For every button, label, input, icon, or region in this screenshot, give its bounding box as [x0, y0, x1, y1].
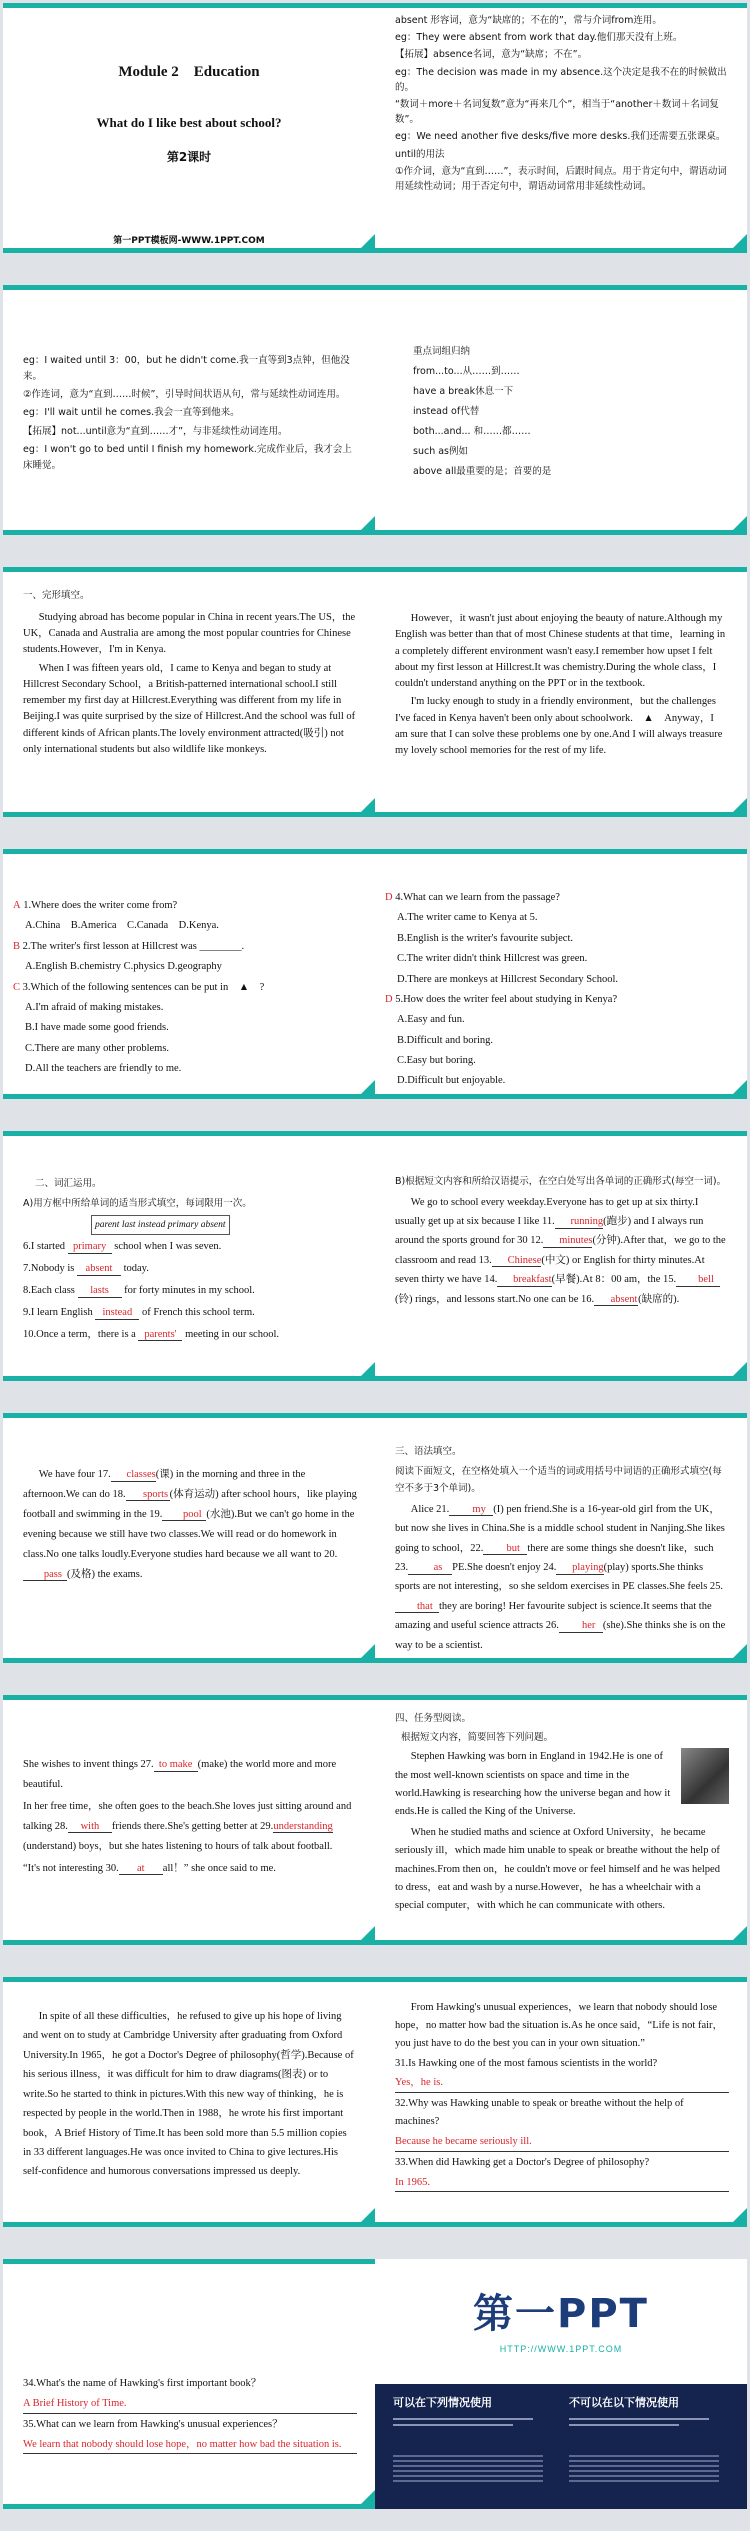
grammar-body [395, 1443, 729, 1657]
note-line: absent 形容词，意为“缺席的；不在的”，常与介词from连用。 [395, 15, 662, 26]
slide-task-questions-34-35 [3, 2259, 375, 2509]
answer-line: In 1965. [395, 2174, 729, 2193]
note-line: eg：I won't go to bed until I finish my homework.完成作业后，我才会上床睡觉。 [23, 443, 352, 471]
note-line: eg：I waited until 3：00，but he didn't come.我一直等到3点钟，但他没来。 [23, 355, 350, 383]
text-segment: (make) the world more and more beautiful. [23, 1759, 337, 1790]
option: B.I have made some good friends. [25, 1022, 169, 1034]
question [385, 991, 729, 1009]
text-segment: there are some things she doesn't like，such 23. [395, 1542, 714, 1573]
answer-blank: understanding [273, 1820, 333, 1832]
options: A.English B.chemistry C.physics D.geography [25, 961, 222, 973]
usage-forbidden-text [569, 2414, 729, 2444]
vocab-item [23, 1259, 357, 1279]
text-segment: Alice 21. [410, 1503, 450, 1515]
lesson-question: What do I like best about school? [96, 115, 282, 130]
question [13, 897, 357, 915]
cloze-body [23, 589, 357, 760]
brand-url: HTTP://WWW.1PPT.COM [499, 2344, 623, 2354]
vocab-item [23, 1281, 357, 1301]
answer-blank: but [483, 1543, 527, 1556]
answer-letter: B [13, 940, 21, 952]
link-list-left [393, 2452, 543, 2485]
site-footer: 第一PPT模板网-WWW.1PPT.COM [113, 236, 265, 246]
note-line: 【拓展】absence名词，意为“缺席；不在”。 [395, 49, 588, 61]
slide-cloze-passage-1 [3, 567, 375, 817]
text-segment: for forty minutes in my school. [121, 1285, 255, 1297]
instruction: A)用方框中所给单词的适当形式填空，每词限用一次。 [23, 1198, 252, 1210]
lesson-number: 第2课时 [166, 150, 212, 164]
slide-vocab-b-cont [3, 1413, 375, 1663]
vocab-item [23, 1237, 357, 1257]
text-segment: (跑步) and I always run around the sports ground for 30 12. [395, 1215, 704, 1247]
note-line: until的用法 [395, 148, 445, 160]
answer-blank: at [119, 1863, 163, 1876]
question-text: 31.Is Hawking one of the most famous scientists in the world? [395, 2057, 658, 2069]
note-line: eg：They were absent from work that day.他们那天没有上班。 [395, 32, 683, 44]
answer-blank: her [559, 1620, 603, 1633]
answer-blank: that [395, 1601, 439, 1614]
answer-blank: Chinese [492, 1255, 542, 1268]
question [13, 938, 357, 956]
text-segment: 9.I learn English [23, 1306, 96, 1318]
slide-phrases [375, 285, 747, 535]
link-list-right [569, 2452, 719, 2485]
phrase-item: have a break休息一下 [413, 386, 514, 398]
questions-body [385, 889, 729, 1093]
section-heading: 三、语法填空。 [395, 1446, 462, 1457]
vocab-b-body [23, 1465, 357, 1587]
text-segment: She wishes to invent things 27. [23, 1759, 154, 1770]
section-heading: 二、词汇运用。 [35, 1178, 102, 1189]
text-segment: We go to school every weekday.Everyone has to get up at six thirty.I usually get up at six because I like 11. [395, 1196, 699, 1227]
answer-blank: absent [594, 1294, 638, 1307]
slide-until-notes [3, 285, 375, 535]
passage-paragraph: In spite of all these difficulties，he refused to give up his hope of living and went on to study at Cambridge University after graduating from Oxford University.In 1965，he got a Doctor's Degree of philosophy(哲学).Because of his serious illness，it was difficult for him to draw diagrams(图表) or to write.So he started to think in pictures.With this new way of thinking，he is respected by people in the world.Then in 1988，he wrote his first important book，A Brief History of Time.It has been sold more than 5.5 million copies in 33 different languages.He was once invited to China to give lectures.His self-confidence and humorous conversations impressed us deeply. [23, 2011, 354, 2178]
grammar-body [23, 1755, 357, 1881]
reading-body [23, 2007, 357, 2184]
slide-cloze-passage-2 [375, 567, 747, 817]
option: A.Easy and fun. [397, 1014, 465, 1026]
answer-blank: parents' [138, 1329, 182, 1342]
question-text: 2.The writer's first lesson at Hillcrest was ________. [22, 940, 245, 952]
text-segment: (课) in the morning and three in the afternoon.We can do 18. [23, 1469, 306, 1500]
note-line: ①作介词，意为“直到……”，表示时间，后跟时间点。用于肯定句中，谓语动词用延续性动词；用于否定句中，谓语动词常用非延续性动词。 [395, 165, 727, 192]
answer-blank: pass [23, 1569, 67, 1582]
text-segment: (早餐).At 8：00 am，the 15. [551, 1274, 677, 1286]
notes-body [395, 13, 729, 196]
text-segment: school when I was seven. [111, 1241, 222, 1253]
answer-blank: pool [162, 1509, 206, 1522]
text-segment: meeting in our school. [182, 1328, 279, 1340]
passage-paragraph: I'm lucky enough to study in a friendly environment，but the challenges I've faced in Kenya haven't been only about schoolwork. ▲ Anyway，I am sure that I can solve these problems one by one.And I will always treasure my lovely school memories for the rest of my life. [395, 696, 723, 757]
vocab-b-body [395, 1173, 729, 1311]
phrases-body [413, 343, 729, 483]
answer-letter: D [385, 892, 393, 903]
vocab-body [23, 1175, 357, 1347]
slide-task-questions-31-33 [375, 1977, 747, 2227]
phrase-item: both...and... 和……都…… [413, 426, 531, 438]
notes-body [23, 353, 357, 476]
text-segment: (铃) rings，and lessons start.No one can be 16. [395, 1293, 595, 1305]
answer-line: We learn that nobody should lose hope，no matter how bad the situation is. [23, 2436, 357, 2455]
option: C.There are many other problems. [25, 1042, 170, 1054]
section-heading: 一、完形填空。 [23, 590, 90, 601]
passage-paragraph: Stephen Hawking was born in England in 1942.He is one of the most well-known scientists on space and time in the world.Hawking is researching how the universe began and how it ends.He is called the King of the Universe. [395, 1751, 671, 1818]
vocab-item [23, 1303, 357, 1323]
passage-paragraph: When I was fifteen years old，I came to Kenya and began to study at Hillcrest Secondary School，a British-patterned international school.I still remember my first day at Hillcrest.Everything was different from my life in Beijing.I was quite surprised by the size of Hillcrest.And the school was full of different kinds of African plants.The lovely environment attracted(吸引) not only international students but also wildlife like monkeys. [23, 662, 356, 755]
usage-forbidden-title: 不可以在以下情况使用 [569, 2396, 679, 2409]
passage-paragraph: When he studied maths and science at Oxford University，he became seriously ill，which made him unable to speak or breathe without the help of machines.From then on，he couldn't move or feel himself and he was helped to dress，eat and wash by a nurse.However，he has a wheelchair with a special computer，with which he can communicate with others. [395, 1826, 720, 1912]
answer-blank: playing [556, 1562, 603, 1575]
passage-paragraph: From Hawking's unusual experiences，we learn that nobody should lose hope，no matter how bad the situation is.As he once said，“Life is not fair，you just have to do the best you can in your own situation.” [395, 2002, 724, 2049]
text-segment: (play) sports.She thinks sports are not interesting，so she seldom exercises in PE classes.She feels 25. [395, 1561, 724, 1593]
text-segment: 10.Once a term，there is a [23, 1328, 139, 1340]
answer-letter: D [385, 993, 393, 1005]
note-line: 【拓展】not...until意为“直到……才”，与非延续性动词连用。 [23, 425, 288, 437]
option: C.The writer didn't think Hillcrest was green. [397, 953, 588, 965]
answer-letter: C [13, 981, 21, 993]
option: B.Difficult and boring. [397, 1034, 494, 1046]
reading-body [23, 2375, 357, 2456]
text-segment: (understand) boys，but she hates listening to hours of talk about football. [23, 1840, 333, 1852]
passage-paragraph [395, 1193, 729, 1310]
question-text: 32.Why was Hawking unable to speak or breathe without the help of machines? [395, 2098, 684, 2128]
text-segment: 6.I started [23, 1241, 68, 1253]
answer-blank: running [555, 1216, 603, 1229]
text-segment: (I) pen friend.She is a 16-year-old girl from the UK，but now she lives in China.She is a middle school student in Nanjing.She likes going to school，22. [395, 1503, 725, 1554]
text-segment: “It's not interesting 30. [23, 1862, 119, 1874]
answer-blank: absent [77, 1263, 121, 1276]
text-segment: of French this school term. [139, 1306, 255, 1318]
phrase-item: such as例如 [413, 446, 469, 458]
text-segment: (分钟).After that，we go to the classroom and read 13. [395, 1235, 726, 1266]
slide-branding [375, 2259, 747, 2509]
reading-body [395, 1999, 729, 2194]
text-segment: We have four 17. [38, 1469, 111, 1480]
text-segment: today. [120, 1263, 149, 1275]
text-segment: (及格) the exams. [67, 1568, 143, 1580]
phrase-item: above all最重要的是；首要的是 [413, 466, 552, 478]
phrase-item: instead of代替 [413, 406, 480, 418]
text-segment: (she).She thinks she is on the way to be a scientist. [395, 1620, 726, 1651]
text-segment: (水池).But we can't go home in the evening because we still have two classes.We will read or do homework in class.No one talks loudly.Everyone studies hard because we all want to 20. [23, 1508, 355, 1560]
answer-blank: breakfast [497, 1274, 551, 1287]
slide-questions-1-3 [3, 849, 375, 1099]
answer-blank: as [408, 1562, 452, 1575]
passage-paragraph: However，it wasn't just about enjoying the beauty of nature.Although my English was better than that of most Chinese students at that time，learning in a completely different environment wasn't easy.I remember how upset I felt about my first lesson at Hillcrest.It was chemistry.During the whole class，I couldn't understand anything on the PPT or in the textbook. [395, 613, 726, 690]
answer-blank: with [68, 1821, 112, 1834]
text-segment: all！” she once said to me. [162, 1862, 276, 1874]
phrases-heading: 重点词组归纳 [413, 346, 471, 357]
option: C.Easy but boring. [397, 1055, 476, 1066]
text-segment: (中文) or English for thirty minutes.At seven thirty we have 14. [395, 1254, 705, 1286]
text-segment: (缺席的). [638, 1293, 680, 1305]
text-segment: (体育运动) after school hours，like playing football and swimming in the 19. [23, 1488, 357, 1520]
option: A.The writer came to Kenya at 5. [397, 912, 538, 924]
slide-title [3, 3, 375, 253]
answer-blank: my [449, 1504, 493, 1517]
instruction: 阅读下面短文，在空格处填入一个适当的词或用括号中词语的正确形式填空(每空不多于3个单词)。 [395, 1465, 722, 1495]
instruction: 根据短文内容，简要回答下列问题。 [401, 1731, 554, 1743]
question-text: 4.What can we learn from the passage? [395, 892, 560, 903]
question-text: 5.How does the writer feel about studying in Kenya? [395, 993, 618, 1005]
answer-blank: lasts [78, 1285, 122, 1298]
answer-line: Yes，he is. [395, 2074, 729, 2093]
note-line: eg：We need another five desks/five more desks.我们还需要五张课桌。 [395, 131, 726, 143]
answer-blank: bell [676, 1274, 720, 1287]
question-text: 34.What's the name of Hawking's first important book？ [23, 2378, 262, 2389]
brand-logo: 第一PPT [473, 2291, 649, 2337]
slide-grammar-fill [375, 1413, 747, 1663]
options: A.China B.America C.Canada D.Kenya. [25, 920, 219, 932]
passage-line [23, 1755, 357, 1795]
usage-allowed-title: 可以在下列情况使用 [393, 2396, 492, 2409]
passage-line [23, 1797, 357, 1857]
slide-task-reading [375, 1695, 747, 1945]
answer-blank: sports [126, 1489, 170, 1502]
brand-top [375, 2259, 747, 2384]
slide-vocab-b [375, 1131, 747, 1381]
phrase-item: from...to...从……到…… [413, 366, 520, 378]
questions-body [13, 897, 357, 1080]
text-segment: PE.She doesn't enjoy 24. [452, 1561, 557, 1573]
word-box: parent last instead primary absent [91, 1215, 230, 1235]
answer-letter: A [13, 900, 21, 911]
passage-paragraph: Studying abroad has become popular in China in recent years.The US，the UK，Canada and Australia are among the most popular countries for Chinese students.However，I'm in Kenya. [23, 611, 356, 656]
option: B.English is the writer's favourite subject. [397, 932, 573, 944]
question [13, 979, 357, 997]
vocab-item [23, 1325, 357, 1345]
note-line: eg：I'll wait until he comes.我会一直等到他来。 [23, 407, 240, 419]
passage-paragraph [395, 1500, 729, 1655]
instruction: B)根据短文内容和所给汉语提示，在空白处写出各单词的正确形式(每空一词)。 [395, 1176, 727, 1187]
question-text: 35.What can we learn from Hawking's unusual experiences？ [23, 2418, 283, 2430]
passage-line [23, 1859, 357, 1879]
reading-body [395, 1711, 729, 1918]
text-segment: In her free time，she often goes to the beach.She loves just sitting around and talking 28. [23, 1800, 352, 1832]
question [385, 889, 729, 907]
brand-info-panel [375, 2384, 747, 2509]
answer-line: Because he became seriously ill. [395, 2133, 729, 2152]
answer-blank: minutes [543, 1235, 592, 1248]
section-heading: 四、任务型阅读。 [395, 1713, 472, 1724]
question-text: 3.Which of the following sentences can be put in ▲ ? [22, 981, 265, 993]
slide-task-reading-cont [3, 1977, 375, 2227]
answer-blank: instead [95, 1307, 139, 1320]
option: A.I'm afraid of making mistakes. [25, 1001, 164, 1013]
note-line: “数词＋more＋名词复数”意为“再来几个”，相当于“another＋数词＋名词复数”。 [395, 98, 719, 126]
text-segment: 7.Nobody is [23, 1263, 77, 1275]
answer-line: A Brief History of Time. [23, 2395, 357, 2414]
text-segment: friends there.She's getting better at 29. [111, 1820, 274, 1832]
hawking-photo [681, 1748, 729, 1804]
answer-blank: classes [111, 1469, 156, 1482]
option: D.There are monkeys at Hillcrest Secondary School. [397, 973, 619, 985]
usage-allowed-text [393, 2414, 553, 2444]
option: D.Difficult but enjoyable. [397, 1075, 506, 1087]
note-line: ②作连词，意为“直到……时候”，引导时间状语从句，常与延续性动词连用。 [23, 389, 346, 401]
question-text: 33.When did Hawking get a Doctor's Degree of philosophy? [395, 2156, 650, 2168]
text-segment: 8.Each class [23, 1285, 78, 1297]
slide-vocab-a [3, 1131, 375, 1381]
text-segment: they are boring! Her favourite subject is science.It seems that the amazing and useful science attracts 26. [395, 1600, 712, 1632]
question-text: 1.Where does the writer come from? [23, 900, 178, 911]
note-line: eg：The decision was made in my absence.这个决定是我不在的时候做出的。 [395, 66, 727, 93]
slide-questions-4-5 [375, 849, 747, 1099]
module-title: Module 2 Education [118, 64, 260, 80]
slide-absent-notes [375, 3, 747, 253]
slide-grammar-fill-cont [3, 1695, 375, 1945]
cloze-body [395, 611, 729, 761]
answer-blank: primary [68, 1241, 112, 1254]
option: D.All the teachers are friendly to me. [25, 1063, 182, 1074]
passage-paragraph [23, 1465, 357, 1585]
answer-blank: to make [154, 1759, 198, 1772]
